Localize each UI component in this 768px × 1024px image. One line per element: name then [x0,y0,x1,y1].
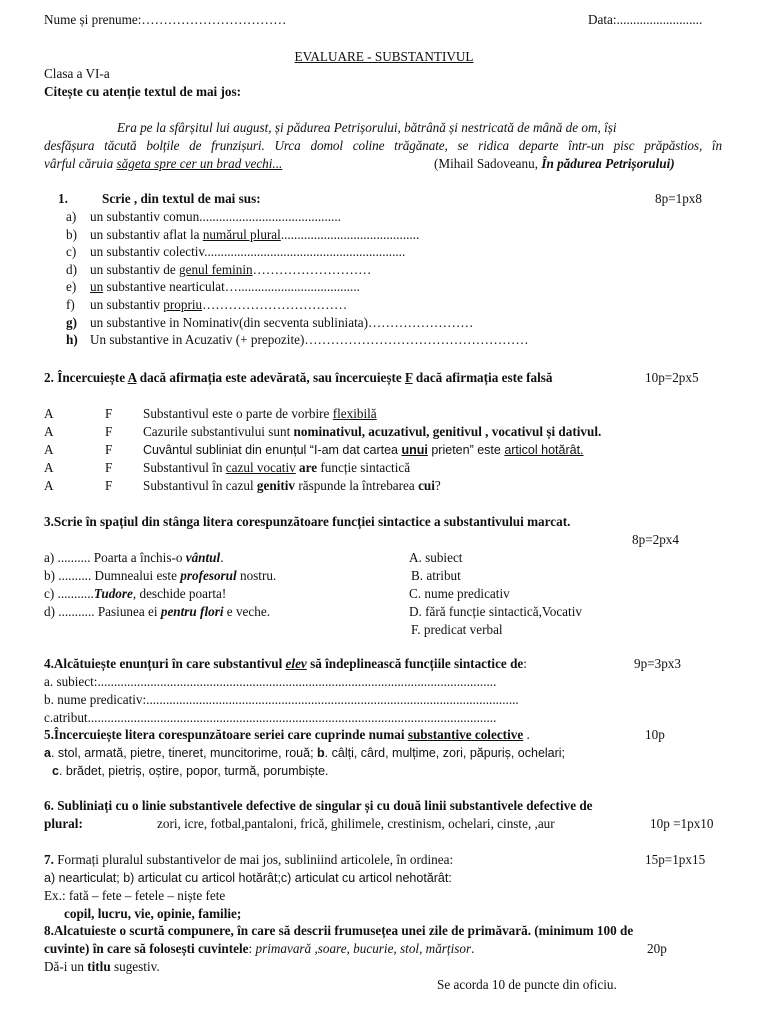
q1-item-letter: h) [66,332,78,348]
q7-title [44,852,453,868]
q1-item-blank: ……………………… [252,261,372,277]
q4-answer-predicative[interactable]: b. nume predicativ:................................................................................................................. [44,692,519,707]
passage-line-2: desfășura tăcută bolțile de frunzișuri. Urca domol coline trăgănate, se ridica departe într-un pisc prăpăstios, în [44,138,722,153]
q7-example: Ex.: fată – fete – fetele – niște fete [44,888,226,903]
q3-b-text: b) .......... Dumnealui este [44,568,181,583]
q2-points: 10p=2px5 [645,370,699,385]
q8-colon: : [248,941,256,956]
q3-item-a[interactable] [44,550,223,566]
q1-item-blank: .......................................... [280,226,420,242]
q3-b-marked: profesorul [180,568,237,583]
q2-s3-text: Cuvântul subliniat din enunțul “I-am dat cartea [143,443,402,457]
q2-title-mid: dacă afirmația este adevărată, sau încercuiește [136,370,406,385]
passage-line-1: Era pe la sfârșitul lui august, și pădurea Petrișorului, bătrână și nestricată de mână de om, își [117,120,617,135]
class-label: Clasa a VI-a [44,66,110,81]
bonus-points-note: Se acorda 10 de puncte din oficiu. [437,977,617,992]
q2-s4-underlined: cazul vocativ [225,460,296,475]
date-field-label: Data:.......................... [588,12,703,27]
q1-item-letter: e) [66,279,77,295]
q5-title-start: 5.Încercuiește litera corespunzătoare seriei care cuprinde numai [44,727,408,742]
q2-s5-end: ? [434,478,441,493]
q5-title [44,727,530,743]
q3-b-end: nostru. [236,568,277,583]
q4-title-end: să îndeplinească funcțiile sintactice de [306,656,524,671]
q5-letter-b[interactable]: b [317,746,325,760]
q8-title: 8.Alcatuieste o scurtă compunere, în care să descrii frumusețea unei zile de primăvară. (minimum 100 de [44,923,634,938]
q5-option-c [52,763,329,779]
passage-line-3 [44,156,282,172]
name-field-label: Nume și prenume:…………………………… [44,12,287,27]
q1-item-blank: …………………… [367,314,474,330]
q8-end: . [471,941,475,956]
q5-series-a: . stol, armată, pietre, tineret, muncitorime, rouă; [50,746,318,760]
q1-item-underlined: genul feminin [179,261,253,277]
q4-title-colon: : [523,656,527,671]
q2-statement-text [143,406,377,422]
q1-item-letter: c) [66,244,77,260]
q1-item-text: Un substantive in Acuzativ (+ prepozite) [90,332,305,348]
q1-item-underlined: numărul plural [202,226,281,242]
q2-title [44,370,553,386]
q1-points: 8p=1px8 [655,191,702,206]
q2-title-start: 2. Încercuiește [44,370,128,385]
q1-item-blank: …………………………………………… [304,332,529,348]
q3-option-f: F. predicat verbal [411,622,503,637]
q8-give-title: Dă-i un [44,959,88,974]
q4-title [44,656,527,672]
q3-item-d[interactable] [44,604,270,620]
q4-title-start: 4.Alcătuiește enunțuri în care substantivul [44,656,286,671]
q1-item-text: un substantiv colectiv [90,244,205,260]
q5-title-underlined: substantive colective [407,727,524,742]
q2-option-a[interactable]: A [44,442,54,457]
q3-option-c: C. nume predicativ [409,586,510,601]
q3-c-marked: Tudore [93,586,133,601]
q1-item-text: un substantiv [90,297,164,312]
q3-title: 3.Scrie în spațiul din stânga litera corespunzătoare funcției sintactice a substantivului marcat. [44,514,571,529]
q2-s3-underlined-bold: unui [401,443,428,457]
q1-item-letter: f) [66,297,75,312]
q3-d-text: d) ........... Pasiunea ei [44,604,161,619]
q4-title-word: elev [285,656,307,671]
q1-item-letter: b) [66,226,77,242]
q1-item-answer-line[interactable] [90,262,371,278]
q3-a-end: . [220,550,224,565]
q5-letter-a[interactable]: a [44,746,51,760]
q2-s2-bold: nominativul, acuzativul, genitivul , vocativul și dativul. [293,424,602,439]
q1-item-text: un substantiv de [90,261,180,277]
q7-title-text: Formați pluralul substantivelor de mai jos, subliniind articolele, în ordinea: [53,852,454,867]
q1-item-answer-line[interactable] [90,279,360,295]
q2-option-a[interactable]: A [44,424,54,439]
q2-s5-bold-2: cui [418,478,435,493]
q7-order: a) nearticulat; b) articulat cu articol hotărât;c) articulat cu articol nehotărât: [44,871,452,885]
q3-a-text: a) .......... Poarta a închis-o [44,550,186,565]
q1-number: 1. [58,191,68,206]
passage-underlined-sequence: săgeta spre cer un brad vechi... [116,156,283,171]
q2-statement-text [143,424,601,440]
q5-series-c: . brădet, pietriș, oștire, popor, turmă, porumbiște. [58,764,329,778]
q3-item-b[interactable] [44,568,276,584]
q1-item-letter: d) [66,261,77,277]
q2-s3-underlined: articol hotărât. [504,443,584,457]
q2-option-f[interactable]: F [105,478,113,493]
q3-points: 8p=2px4 [632,532,679,547]
q1-item-text: un substantiv comun [90,209,200,224]
q2-s1-underlined: flexibilă [332,406,377,421]
q3-option-a: A. subiect [409,550,463,565]
page-title: EVALUARE - SUBSTANTIVUL [294,49,474,64]
q2-s3-mid: prieten” este [427,443,505,457]
q3-a-marked: vântul [185,550,221,565]
q2-s4-bold: are [295,460,318,475]
q2-option-f[interactable]: F [105,406,113,421]
q1-item-underlined: propriu [163,297,203,312]
passage-source [434,156,675,172]
q8-title-line-2 [44,941,474,957]
q2-statement-text [143,478,441,494]
q4-answer-attribute[interactable]: c.atribut............................................................................................................................ [44,710,497,725]
q2-title-f: F [405,370,413,385]
q2-s5-mid: răspunde la întrebarea [295,478,419,493]
q5-letter-c[interactable]: c [52,764,59,778]
q2-s4-end: funcție sintactică [317,460,411,475]
q2-option-f[interactable]: F [105,424,113,439]
q1-item-blank: …………………………… [202,297,348,312]
q1-item-blank: ........................................... [199,209,341,224]
q2-option-a[interactable]: A [44,460,54,475]
q2-option-f[interactable]: F [105,460,113,475]
q2-title-a: A [127,370,137,385]
q5-series-b: . câlți, cârd, mulțime, zori, păpuriș, ochelari; [324,746,566,760]
q3-d-marked: pentru flori [160,604,224,619]
q3-item-c[interactable] [44,586,226,602]
q1-item-blank: ............................................................. [204,244,406,260]
q1-item-answer-line[interactable] [90,227,419,243]
q6-label-plural: plural: [44,816,83,831]
q6-title: 6. Subliniați cu o linie substantivele defective de singular și cu două linii substantivele defective de [44,798,593,813]
q2-statement-text [143,442,584,458]
q8-title-word: titlu [87,959,111,974]
q3-option-d: D. fără funcție sintactică,Vocativ [409,604,582,619]
q1-item-blank: substantive nearticulat…..................................... [103,279,360,295]
q1-item-letter: g) [66,314,77,330]
q5-options-ab [44,745,565,761]
q2-s4-text: Substantivul în [143,460,226,475]
q2-s2-text: Cazurile substantivului sunt [143,424,294,439]
q7-points: 15p=1px15 [645,852,706,867]
q8-required-words: primavară ,soare, bucurie, stol, mărțisor [255,941,472,956]
q4-points: 9p=3px3 [634,656,681,671]
q2-option-a[interactable]: A [44,406,54,421]
q3-d-end: e veche. [223,604,270,619]
source-author: (Mihail Sadoveanu, [434,156,542,171]
q1-item-text: un substantive in Nominativ(din secventa subliniata) [90,314,368,330]
q6-word-list[interactable]: zori, icre, fotbal,pantaloni, frică, ghilimele, crestinism, ochelari, cinste, ,aur [157,816,555,831]
q2-s5-text: Substantivul în cazul [143,478,257,493]
q5-title-end: . [523,727,530,742]
q2-s5-bold: genitiv [256,478,296,493]
q7-words: copil, lucru, vie, opinie, familie; [64,906,242,921]
q8-title-instruction [44,959,160,975]
q5-points: 10p [645,727,665,742]
q8-suggestive: sugestiv. [110,959,160,974]
q6-points: 10p =1px10 [650,816,714,831]
q1-item-answer-line[interactable] [90,209,341,225]
q1-item-text: un substantiv aflat la [90,226,203,242]
q1-item-answer-line[interactable] [90,332,529,348]
read-instruction: Citește cu atenție textul de mai jos: [44,84,242,99]
q1-title: Scrie , din textul de mai sus: [102,191,261,206]
q1-item-letter: a) [66,209,77,224]
source-title: În pădurea Petrișorului) [541,156,675,171]
q2-option-f[interactable]: F [105,442,113,457]
q3-c-end: , deschide poarta! [132,586,227,601]
passage-line-3-start: vârful căruia [44,156,117,171]
q3-option-b: B. atribut [411,568,461,583]
q8-title-words: cuvinte) în care să folosești cuvintele [44,941,249,956]
q8-points: 20p [647,941,667,956]
q1-item-answer-line[interactable] [90,315,473,331]
q2-s1-text: Substantivul este o parte de vorbire [143,406,333,421]
q2-title-end: dacă afirmația este falsă [412,370,553,385]
q3-c-text: c) ........... [44,586,94,601]
q1-item-answer-line[interactable] [90,244,405,260]
q1-item-underlined: un [90,279,104,295]
q4-answer-subject[interactable]: a. subiect:......................................................................................................................... [44,674,497,689]
q2-statement-text [143,460,410,476]
q2-option-a[interactable]: A [44,478,54,493]
q1-item-answer-line[interactable] [90,297,347,313]
q7-number: 7. [44,852,54,867]
